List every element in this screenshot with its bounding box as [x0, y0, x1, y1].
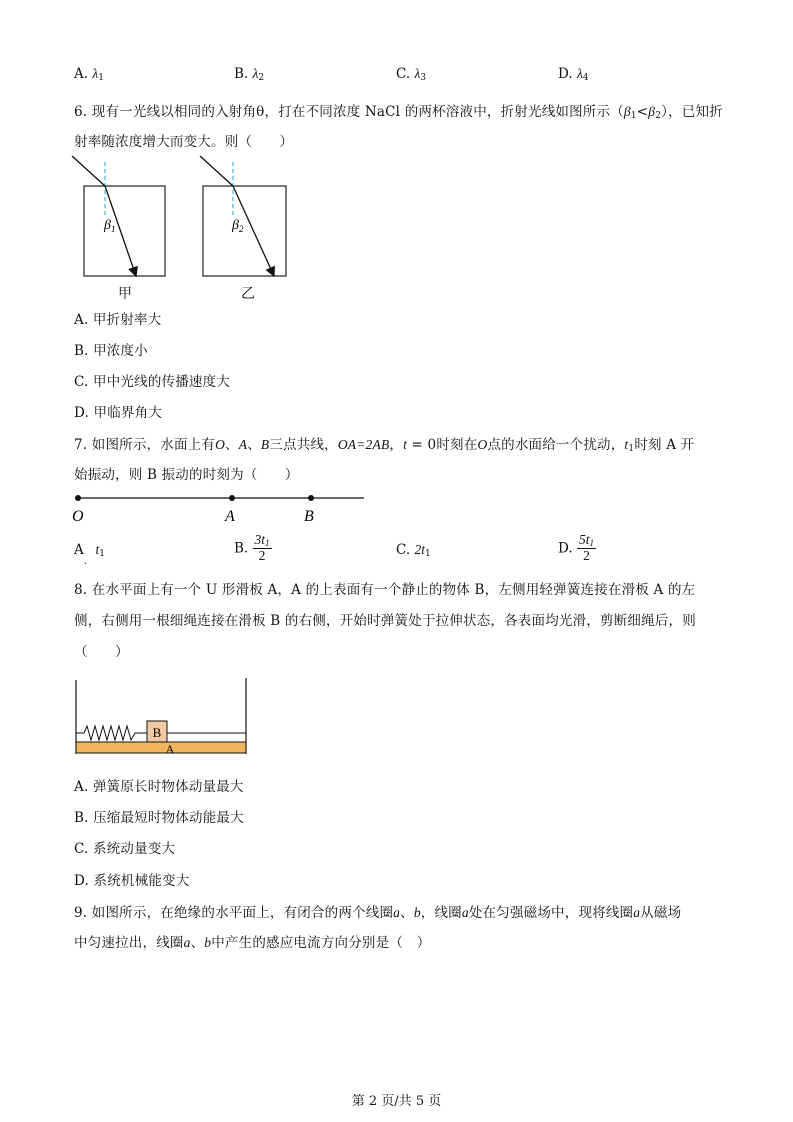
q8-stem-line3: （ ） — [74, 644, 129, 660]
q5-option-c: C. $\lambda_3$ — [396, 66, 427, 83]
q6-figure-label-yi: 乙 — [241, 286, 255, 302]
q6-option-b: B. 甲浓度小 — [74, 343, 148, 359]
q5-option-a: A. $\lambda_1$ — [74, 66, 104, 83]
yi-container — [203, 186, 286, 276]
q8-option-c: C. 系统动量变大 — [74, 841, 176, 857]
q8-option-b: B. 压缩最短时物体动能最大 — [74, 810, 244, 826]
q6-option-d: D. 甲临界角大 — [74, 405, 163, 421]
q7-stem-line1: 7. 如图所示，水面上有O、A、B三点共线，OA=2AB，t = 0时刻在O点的水面给一个扰动，$t_1$时刻 A 开 — [74, 437, 695, 454]
yi-angle-label: $\beta_2$ — [232, 218, 244, 234]
q7-option-b: B. $\frac{3t_1}{2}$ — [234, 532, 270, 564]
q8-slide-figure — [70, 676, 252, 758]
q7-option-d: D. $\frac{5t_1}{2}$ — [558, 532, 594, 564]
q5-option-d: D. $\lambda_4$ — [558, 66, 589, 83]
q6-stem-line2: 射率随浓度增大而变大。则（ ） — [74, 134, 294, 150]
label-b: B — [304, 508, 314, 525]
yi-incident-ray — [200, 156, 233, 186]
jia-angle-label: $\beta_1$ — [104, 218, 116, 234]
label-a: A — [225, 508, 235, 525]
q6-option-c: C. 甲中光线的传播速度大 — [74, 374, 231, 390]
q7-points-figure — [68, 487, 368, 527]
q9-stem-line1: 9. 如图所示，在绝缘的水平面上，有闭合的两个线圈a、b，线圈a处在匀强磁场中，现将线圈a从磁场 — [74, 905, 682, 921]
q6-refraction-figure — [66, 152, 306, 302]
point-o — [75, 495, 81, 501]
q8-option-a: A. 弹簧原长时物体动量最大 — [74, 779, 244, 795]
jia-container — [84, 186, 165, 276]
board-a-label: A — [165, 742, 175, 756]
q7-stem-line2: 始振动，则 B 振动的时刻为（ ） — [74, 467, 299, 483]
block-b-label: B — [152, 725, 162, 740]
point-a — [229, 495, 235, 501]
q5-option-b: B. $\lambda_2$ — [234, 66, 265, 83]
q7-option-a: $A_.$ $t_1$ — [74, 542, 106, 567]
point-b — [308, 495, 314, 501]
q8-stem-line2: 侧，右侧用一根细绳连接在滑板 B 的右侧，开始时弹簧处于拉伸状态，各表面均光滑，剪断细绳后，则 — [74, 613, 696, 629]
q8-stem-line1: 8. 在水平面上有一个 U 形滑板 A，A 的上表面有一个静止的物体 B，左侧用轻弹簧连接在滑板 A 的左 — [74, 582, 696, 598]
jia-incident-ray — [72, 156, 105, 186]
q6-option-a: A. 甲折射率大 — [74, 312, 162, 328]
q6-figure-label-jia: 甲 — [118, 286, 132, 302]
page-footer: 第 2 页/共 5 页 — [351, 1094, 442, 1109]
q8-option-d: D. 系统机械能变大 — [74, 873, 190, 889]
label-o: O — [72, 508, 84, 525]
q6-stem-line1: 6. 现有一光线以相同的入射角θ，打在不同浓度 NaCl 的两杯溶液中，折射光线如图所示$(\beta_1<\beta_2)$，已知折 — [74, 104, 723, 121]
q7-option-c: C. $2t_1$ — [396, 542, 431, 559]
board-a — [76, 742, 246, 753]
q9-stem-line2: 中匀速拉出，线圈a、b中产生的感应电流方向分别是（ ） — [74, 935, 431, 951]
spring — [76, 726, 147, 740]
